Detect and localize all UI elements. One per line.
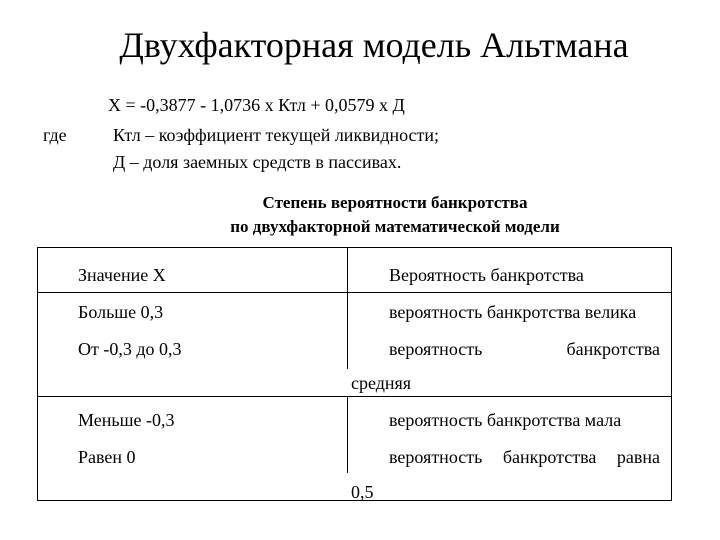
row-1-value: Больше 0,3 bbox=[78, 302, 164, 322]
formula: X = -0,3877 - 1,0736 х Ктл + 0,0579 х Д bbox=[108, 95, 405, 115]
row-4-probability bbox=[389, 447, 660, 468]
table-top-border bbox=[37, 247, 672, 248]
header-value-x: Значение Х bbox=[78, 265, 166, 285]
row-2-probability-word-2: банкротства bbox=[566, 339, 660, 359]
header-probability: Вероятность банкротства bbox=[389, 265, 584, 285]
table-column-divider-lower bbox=[347, 396, 348, 473]
table-title-line-2: по двухфакторной математической модели bbox=[230, 217, 560, 236]
table-header-divider bbox=[37, 292, 672, 293]
table-row-divider bbox=[37, 396, 672, 397]
row-3-probability: вероятность банкротства мала bbox=[389, 410, 622, 430]
row-4-probability-wrap: 0,5 bbox=[351, 482, 374, 502]
row-4-probability-word-1: вероятность bbox=[389, 447, 483, 467]
page-title: Двухфакторная модель Альтмана bbox=[119, 25, 629, 65]
row-4-probability-word-2: банкротства bbox=[502, 447, 597, 467]
row-2-probability bbox=[389, 339, 660, 360]
table-column-divider-upper bbox=[347, 292, 348, 369]
row-3-value: Меньше -0,3 bbox=[78, 410, 175, 430]
table-column-divider-header bbox=[347, 247, 348, 292]
row-2-probability-word-1: вероятность bbox=[389, 339, 483, 359]
row-2-value: От -0,3 до 0,3 bbox=[78, 339, 182, 359]
definition-ktl: Ктл – коэффициент текущей ликвидности; bbox=[113, 125, 440, 145]
table-title-line-1: Степень вероятности банкротства bbox=[262, 193, 528, 212]
row-2-probability-wrap: средняя bbox=[351, 373, 412, 393]
row-1-probability: вероятность банкротства велика bbox=[389, 302, 637, 322]
row-4-value: Равен 0 bbox=[78, 447, 136, 467]
where-label: где bbox=[43, 125, 67, 145]
row-4-probability-word-3: равна bbox=[616, 447, 660, 467]
definition-d: Д – доля заемных средств в пассивах. bbox=[113, 152, 402, 172]
